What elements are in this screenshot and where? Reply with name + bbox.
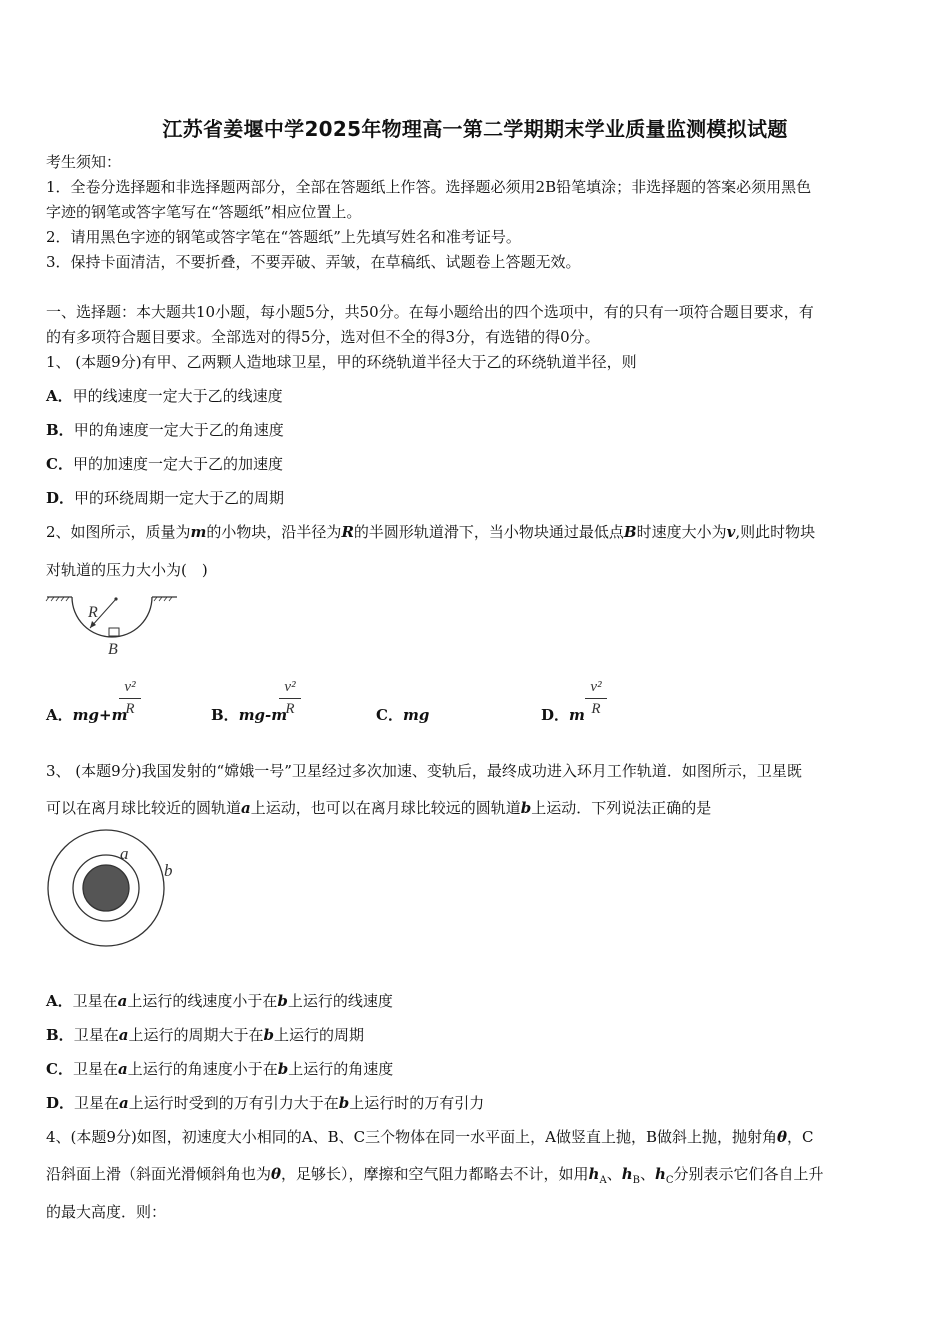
fraction-numerator: v² [124, 679, 136, 695]
option-label: C． [46, 455, 73, 473]
q2-figure-radius-label: R [88, 604, 98, 621]
fraction-denominator: R [125, 701, 135, 717]
option-text: 上运行时的万有引力 [349, 1094, 485, 1112]
q3-stem-line2 [46, 798, 908, 818]
q2-track-figure [44, 590, 184, 660]
q2-option-a-fraction [119, 679, 141, 718]
q2-stem-part: ,则此时物块 [735, 523, 816, 541]
option-text: 上运行的角速度小于在 [127, 1060, 278, 1078]
q2-option-b-fraction [279, 679, 301, 718]
q3-option-a [46, 991, 908, 1011]
q3-figure-inner-label: a [120, 844, 129, 863]
option-text: 甲的线速度一定大于乙的线速度 [72, 387, 283, 405]
section-intro-line2: 的有多项符合题目要求。全部选对的得5分，选对但不全的得3分，有选错的得0分。 [46, 328, 600, 346]
fraction-bar [585, 698, 607, 699]
q3-option-d [46, 1093, 908, 1113]
q2-option-a [46, 704, 127, 725]
notice-item-2: 2．请用黑色字迹的钢笔或答字笔在“答题纸”上先填写姓名和准考证号。 [46, 228, 521, 246]
option-text: 上运行时受到的万有引力大于在 [128, 1094, 339, 1112]
q1-option-d [46, 488, 908, 508]
q1-stem: 1、 (本题9分)有甲、乙两颗人造地球卫星，甲的环绕轨道半径大于乙的环绕轨道半径，则 [46, 353, 637, 371]
q4-subscript: A [599, 1175, 607, 1186]
option-label: B． [211, 706, 239, 724]
q2-option-d [541, 704, 585, 725]
option-label: B． [46, 1026, 74, 1044]
q2-stem-part: 时速度大小为 [636, 523, 727, 541]
q3-var-a: a [117, 992, 128, 1010]
q4-stem-line2 [46, 1164, 908, 1191]
q2-var-v: v [726, 523, 736, 541]
q3-var-b: b [338, 1094, 350, 1112]
q4-stem-part: ，足够长），摩擦和空气阻力都略去不计，如用 [281, 1165, 589, 1183]
option-label: D． [46, 489, 75, 507]
q3-var-b: b [520, 799, 532, 817]
q1-option-b [46, 420, 908, 440]
option-text: 甲的环绕周期一定大于乙的周期 [74, 489, 285, 507]
notice-item-1-line2: 字迹的钢笔或答字笔写在“答题纸”相应位置上。 [46, 203, 362, 221]
q3-var-a: a [119, 1094, 129, 1112]
option-label: C． [376, 706, 403, 724]
q4-separator: 、 [606, 1165, 622, 1183]
q3-stem-part: 可以在离月球比较近的圆轨道 [46, 799, 242, 817]
option-text: 甲的加速度一定大于乙的加速度 [72, 455, 283, 473]
q2-var-m: m [190, 523, 207, 541]
q2-stem-part: 的半圆形轨道滑下，当小物块通过最低点 [353, 523, 624, 541]
q3-figure-outer-label: b [164, 861, 173, 880]
q3-stem-line1: 3、 (本题9分)我国发射的“嫦娥一号”卫星经过多次加速、变轨后，最终成功进入环月工作轨道．如图所示，卫星既 [46, 762, 802, 780]
option-expr: mg-m [238, 706, 288, 724]
fraction-denominator: R [285, 701, 295, 717]
option-text: 卫星在 [73, 1026, 119, 1044]
q4-stem-line1 [46, 1127, 908, 1147]
q2-option-c [376, 704, 429, 725]
option-text: 上运行的周期 [273, 1026, 364, 1044]
option-label: B． [46, 421, 74, 439]
notice-heading: 考生须知： [46, 153, 122, 171]
q4-stem-line3: 的最大高度．则： [46, 1203, 167, 1221]
option-expr: mg+m [72, 706, 128, 724]
q4-var-h: h [621, 1165, 633, 1183]
q4-stem-part: 沿斜面上滑（斜面光滑倾斜角也为 [46, 1165, 272, 1183]
option-label: A． [46, 387, 73, 405]
notice-item-3: 3．保持卡面清洁，不要折叠，不要弄破、弄皱，在草稿纸、试题卷上答题无效。 [46, 253, 581, 271]
fraction-numerator: v² [590, 679, 602, 695]
option-text: 甲的角速度一定大于乙的角速度 [73, 421, 284, 439]
q2-var-r: R [341, 523, 354, 541]
q2-stem-part: 的小物块，沿半径为 [206, 523, 342, 541]
q1-option-a [46, 386, 908, 406]
q2-option-b [211, 704, 287, 725]
q3-option-c [46, 1059, 908, 1079]
page-title: 江苏省姜堰中学2025年物理高一第二学期期末学业质量监测模拟试题 [162, 117, 788, 141]
option-text: 上运行的线速度 [287, 992, 393, 1010]
q4-stem-part: 分别表示它们各自上升 [673, 1165, 824, 1183]
q4-subscript: C [665, 1175, 674, 1186]
q3-var-a: a [118, 1026, 129, 1044]
q3-var-a: a [117, 1060, 128, 1078]
q2-stem-line2: 对轨道的压力大小为( ) [46, 561, 208, 579]
option-text: 上运行的周期大于在 [128, 1026, 264, 1044]
q4-subscript: B [632, 1175, 640, 1186]
q2-option-d-fraction [585, 679, 607, 718]
option-label: A． [46, 992, 73, 1010]
fraction-bar [279, 698, 301, 699]
option-label: D． [541, 706, 570, 724]
q4-separator: 、 [639, 1165, 655, 1183]
option-expr: mg [402, 706, 430, 724]
q2-stem-line1 [46, 522, 908, 542]
fraction-bar [119, 698, 141, 699]
q4-stem-part: ，C [787, 1128, 814, 1146]
option-text: 卫星在 [72, 1060, 118, 1078]
option-label: C． [46, 1060, 73, 1078]
q2-stem-part: 2、如图所示，质量为 [46, 523, 191, 541]
option-text: 卫星在 [74, 1094, 120, 1112]
notice-item-1-line1: 1．全卷分选择题和非选择题两部分，全部在答题纸上作答。选择题必须用2B铅笔填涂；非选择题的答案必须用黑色 [46, 178, 812, 196]
option-expr: m [569, 706, 585, 724]
q4-stem-part: 4、(本题9分)如图，初速度大小相同的A、B、C三个物体在同一水平面上，A做竖直上抛，B做斜上抛，抛射角 [46, 1128, 777, 1146]
q2-figure-point-label: B [108, 641, 118, 658]
option-label: D． [46, 1094, 75, 1112]
section-intro-line1: 一、选择题：本大题共10小题，每小题5分，共50分。在每小题给出的四个选项中，有的只有一项符合题目要求，有 [46, 303, 814, 321]
fraction-numerator: v² [284, 679, 296, 695]
q4-var-h: h [654, 1165, 666, 1183]
q4-var-theta: θ [271, 1165, 282, 1183]
q3-orbit-figure [44, 828, 184, 950]
option-label: A． [46, 706, 73, 724]
option-text: 卫星在 [72, 992, 118, 1010]
q2-var-b: B [623, 523, 637, 541]
q3-var-b: b [277, 1060, 289, 1078]
q4-var-h: h [588, 1165, 600, 1183]
q4-var-theta: θ [776, 1128, 787, 1146]
fraction-denominator: R [591, 701, 601, 717]
q3-var-b: b [277, 992, 288, 1010]
option-text: 上运行的角速度 [288, 1060, 394, 1078]
q3-var-a: a [241, 799, 251, 817]
q3-option-b [46, 1025, 908, 1045]
q1-option-c [46, 454, 908, 474]
q3-var-b: b [263, 1026, 274, 1044]
q3-stem-part: 上运动．下列说法正确的是 [531, 799, 712, 817]
q3-stem-part: 上运动，也可以在离月球比较远的圆轨道 [250, 799, 521, 817]
option-text: 上运行的线速度小于在 [127, 992, 278, 1010]
